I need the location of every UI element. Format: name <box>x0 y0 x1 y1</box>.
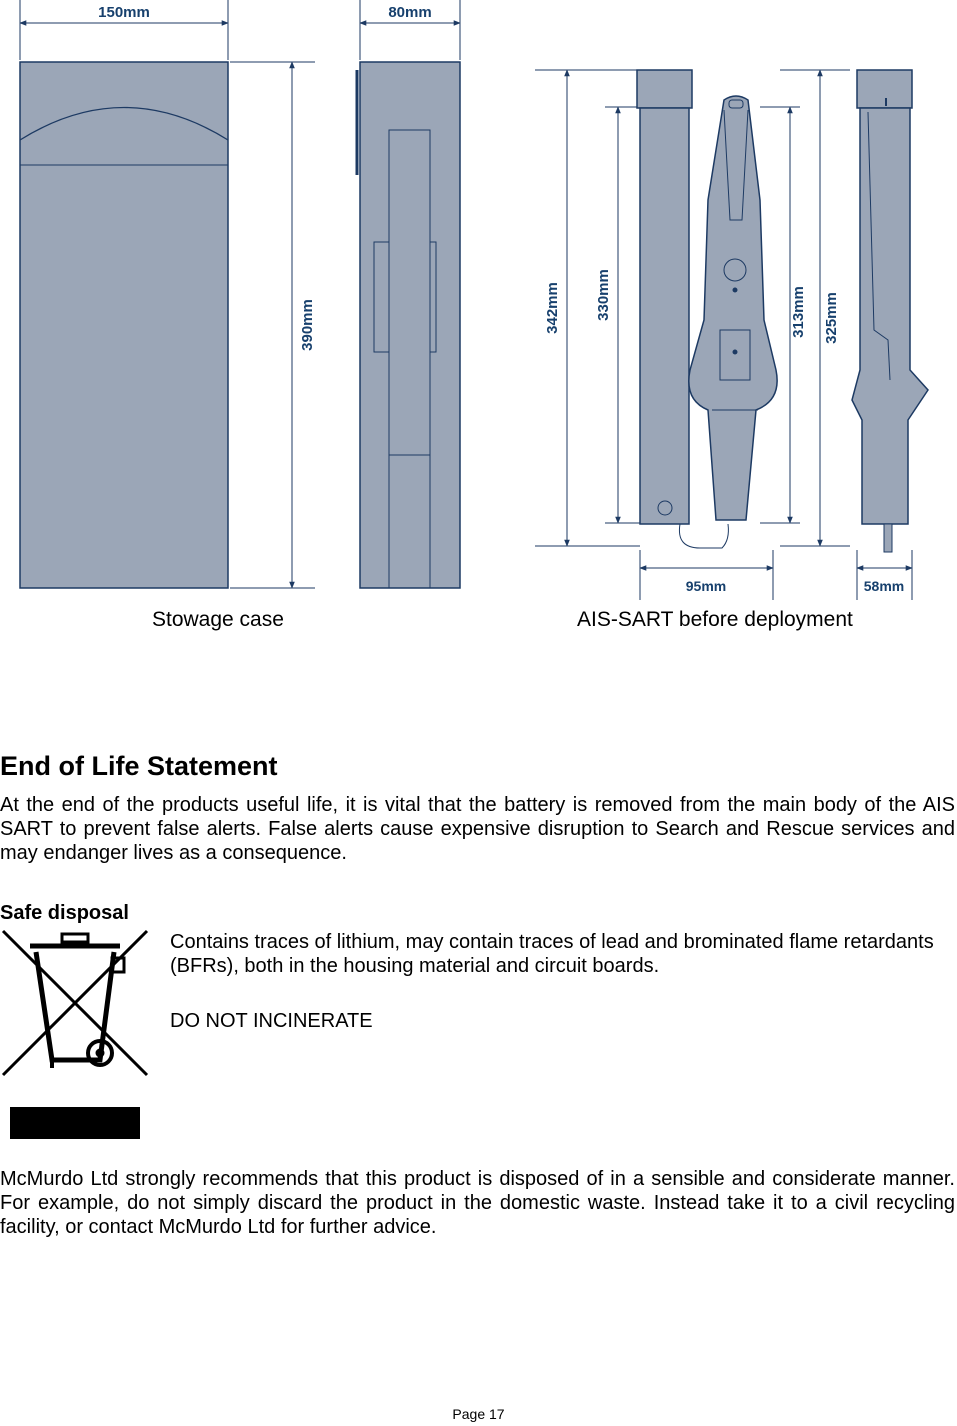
closing-paragraph: McMurdo Ltd strongly recommends that this product is disposed of in a sensible and considerate manner. For example, do not simply discard the product in the domestic waste. Instead take it to a civil recycling facility, or contact McMurdo Ltd for further advice. <box>0 1168 955 1238</box>
black-bar <box>10 1107 140 1139</box>
dim-case-depth: 80mm <box>388 4 432 21</box>
dim-sart-depth: 58mm <box>863 578 905 594</box>
safe-disposal-label: Safe disposal <box>0 902 129 924</box>
product-dimension-drawing <box>0 0 957 605</box>
weee-crossed-bin-icon <box>0 928 150 1080</box>
dim-sart-313: 313mm <box>790 286 807 338</box>
dim-case-width: 150mm <box>98 4 150 21</box>
dim-sart-width: 95mm <box>685 578 727 594</box>
caption-stowage-case: Stowage case <box>152 608 284 631</box>
ais-sart-side-view <box>852 70 928 600</box>
page-number: Page 17 <box>452 1406 505 1422</box>
stowage-case-front-view <box>20 0 315 588</box>
stowage-case-side-view <box>357 0 460 588</box>
section-heading: End of Life Statement <box>0 751 278 781</box>
dim-sart-330: 330mm <box>595 269 612 321</box>
dim-sart-342: 342mm <box>544 282 561 334</box>
dim-sart-325: 325mm <box>823 292 840 344</box>
do-not-incinerate: DO NOT INCINERATE <box>170 1010 373 1032</box>
dim-case-height: 390mm <box>299 299 316 351</box>
intro-paragraph: At the end of the products useful life, it is vital that the battery is removed from the main body of the AIS SART to prevent false alerts. False alerts cause expensive disruption to Search and Rescue services and may endanger lives as a consequence. <box>0 794 955 864</box>
caption-ais-sart: AIS-SART before deployment <box>577 608 853 631</box>
contents-text: Contains traces of lithium, may contain traces of lead and brominated flame retardants (BFRs), both in the housing material and circuit boards. <box>170 931 934 977</box>
